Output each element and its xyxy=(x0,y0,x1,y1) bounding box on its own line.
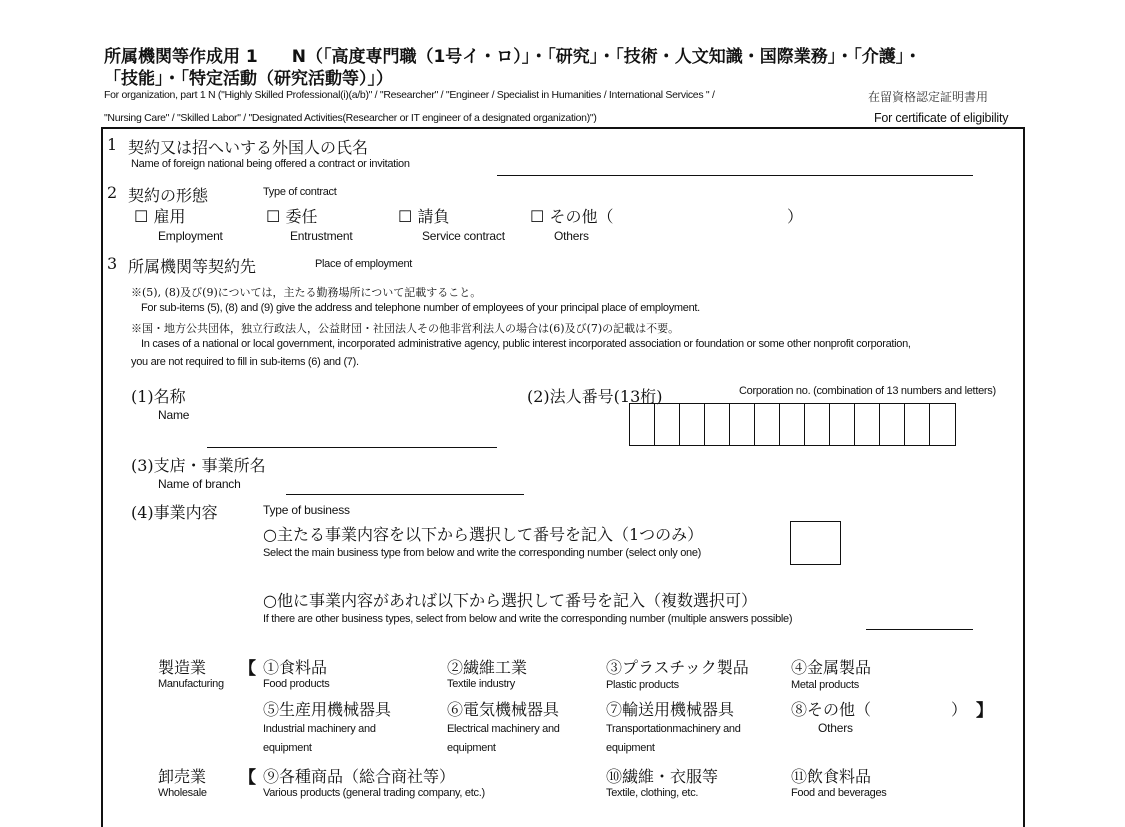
digit-cell[interactable] xyxy=(780,404,805,445)
note2-jp: ※国・地方公共団体，独立行政法人，公益財団・社団法人その他非営利法人の場合は(6)及び(7)の記載は不要。 xyxy=(131,322,680,335)
item4-label-jp: (4)事業内容 xyxy=(131,503,218,522)
section2-label-jp: 契約の形態 xyxy=(128,186,209,205)
item1-label-jp: (1)名称 xyxy=(131,387,186,406)
contract-employment-label: 雇用 xyxy=(153,207,186,226)
item2-label-en: Corporation no. (combination of 13 numbers and letters) xyxy=(739,385,996,397)
checkbox-icon[interactable]: ☐ xyxy=(266,207,281,226)
corporation-number-field[interactable] xyxy=(629,403,956,446)
business-item-1: ①食料品 xyxy=(263,658,328,677)
section1-label-jp: 契約又は招へいする外国人の氏名 xyxy=(128,138,369,157)
other-business-instruction-jp: ○他に事業内容があれば以下から選択して番号を記入（複数選択可） xyxy=(263,591,757,610)
digit-cell[interactable] xyxy=(855,404,880,445)
manufacturing-label-en: Manufacturing xyxy=(158,678,224,690)
digit-cell[interactable] xyxy=(905,404,930,445)
contract-others-close: ） xyxy=(787,207,804,226)
business-item-7-en: Transportationmachinery and xyxy=(606,723,741,735)
checkbox-icon[interactable]: ☐ xyxy=(530,207,545,226)
wholesale-label-en: Wholesale xyxy=(158,787,207,799)
section1-label-en: Name of foreign national being offered a contract or invitation xyxy=(131,158,410,170)
digit-cell[interactable] xyxy=(755,404,780,445)
manufacturing-bracket-close: 】 xyxy=(976,701,993,721)
organization-name-field[interactable] xyxy=(207,447,497,448)
other-business-instruction-en: If there are other business types, select from below and write the corresponding number (multiple answers possible) xyxy=(263,613,793,625)
business-item-3: ③プラスチック製品 xyxy=(606,658,749,677)
business-item-11: ⑪飲食料品 xyxy=(791,767,872,786)
item3-label-jp: (3)支店・事業所名 xyxy=(131,456,266,475)
digit-cell[interactable] xyxy=(630,404,655,445)
foreign-national-name-field[interactable] xyxy=(497,175,973,176)
branch-name-field[interactable] xyxy=(286,494,524,495)
digit-cell[interactable] xyxy=(805,404,830,445)
business-item-8-close: ） xyxy=(951,700,968,719)
main-business-number-field[interactable] xyxy=(790,521,841,565)
business-item-3-en: Plastic products xyxy=(606,679,679,691)
form-title-line1: 所属機関等作成用 1 N（「高度専門職（1号イ・ロ）」・「研究」・「技術・人文知識・国際業務」・「介護」・ xyxy=(104,47,922,67)
business-item-2-en: Textile industry xyxy=(447,678,515,690)
contract-entrustment-en: Entrustment xyxy=(290,229,353,243)
note2-en-1: In cases of a national or local government, incorporated administrative agency, public interest incorporated association or foundation or some other nonprofit corporation, xyxy=(141,338,911,350)
manufacturing-bracket-open: 【 xyxy=(239,659,256,679)
contract-service-label: 請負 xyxy=(417,207,450,226)
note2-en-2: you are not required to fill in sub-items (6) and (7). xyxy=(131,356,359,368)
item4-label-en: Type of business xyxy=(263,503,350,517)
section1-number: 1 xyxy=(107,135,118,154)
other-business-number-field[interactable] xyxy=(866,629,973,630)
digit-cell[interactable] xyxy=(730,404,755,445)
business-item-8-en: Others xyxy=(818,721,853,735)
checkbox-icon[interactable]: ☐ xyxy=(398,207,413,226)
contract-service-checkbox[interactable] xyxy=(398,204,449,227)
digit-cell[interactable] xyxy=(880,404,905,445)
form-title-line2: 「技能」・「特定活動（研究活動等）」） xyxy=(104,69,393,89)
purpose-jp: 在留資格認定証明書用 xyxy=(868,90,989,104)
business-item-8: ⑧その他（ xyxy=(791,700,872,719)
note1-en: For sub-items (5), (8) and (9) give the address and telephone number of employees of your principal place of employment. xyxy=(141,302,700,314)
section3-label-en: Place of employment xyxy=(315,258,413,270)
business-item-5-en2: equipment xyxy=(263,742,312,754)
business-item-4-en: Metal products xyxy=(791,679,859,691)
contract-employment-en: Employment xyxy=(158,229,223,243)
note1-jp: ※(5), (8)及び(9)については，主たる勤務場所について記載すること。 xyxy=(131,286,482,299)
digit-cell[interactable] xyxy=(655,404,680,445)
business-item-6-en2: equipment xyxy=(447,742,496,754)
business-item-7: ⑦輸送用機械器具 xyxy=(606,700,735,719)
manufacturing-label-jp: 製造業 xyxy=(158,658,207,677)
contract-service-en: Service contract xyxy=(422,229,505,243)
item2-label-jp: (2)法人番号(13桁) xyxy=(527,387,663,406)
business-item-4: ④金属製品 xyxy=(791,658,872,677)
checkbox-icon[interactable]: ☐ xyxy=(134,207,149,226)
business-item-9: ⑨各種商品（総合商社等） xyxy=(263,767,456,786)
item3-label-en: Name of branch xyxy=(158,477,241,491)
contract-entrustment-checkbox[interactable] xyxy=(266,204,317,227)
business-item-6: ⑥電気機械器具 xyxy=(447,700,560,719)
contract-others-label: その他（ xyxy=(549,207,614,226)
business-item-6-en: Electrical machinery and xyxy=(447,723,560,735)
wholesale-label-jp: 卸売業 xyxy=(158,767,207,786)
contract-employment-checkbox[interactable] xyxy=(134,204,185,227)
business-item-5: ⑤生産用機械器具 xyxy=(263,700,392,719)
section2-number: 2 xyxy=(107,183,118,202)
digit-cell[interactable] xyxy=(680,404,705,445)
wholesale-bracket-open: 【 xyxy=(239,768,256,788)
business-item-7-en2: equipment xyxy=(606,742,655,754)
section2-label-en: Type of contract xyxy=(263,186,337,198)
business-item-1-en: Food products xyxy=(263,678,330,690)
business-item-11-en: Food and beverages xyxy=(791,787,887,799)
form-title-en-line2: "Nursing Care" / "Skilled Labor" / "Designated Activities(Researcher or IT engineer of a designated organization)") xyxy=(104,112,597,124)
contract-entrustment-label: 委任 xyxy=(285,207,318,226)
section3-number: 3 xyxy=(107,254,118,273)
main-business-instruction-en: Select the main business type from below and write the corresponding number (select only one) xyxy=(263,547,702,559)
form-title-en-line1: For organization, part 1 N ("Highly Skilled Professional(i)(a/b)" / "Researcher" / "Engineer / Specialist in Humanities / International Services " / xyxy=(104,89,715,101)
purpose-en: For certificate of eligibility xyxy=(874,111,1009,125)
main-business-instruction-jp: ○主たる事業内容を以下から選択して番号を記入（1つのみ） xyxy=(263,525,704,544)
business-item-9-en: Various products (general trading company, etc.) xyxy=(263,787,485,799)
digit-cell[interactable] xyxy=(705,404,730,445)
digit-cell[interactable] xyxy=(830,404,855,445)
business-item-5-en: Industrial machinery and xyxy=(263,723,376,735)
item1-label-en: Name xyxy=(158,408,190,422)
business-item-10: ⑩繊維・衣服等 xyxy=(606,767,719,786)
business-item-2: ②繊維工業 xyxy=(447,658,528,677)
section3-label-jp: 所属機関等契約先 xyxy=(128,257,257,276)
contract-others-checkbox[interactable] xyxy=(530,204,613,227)
business-item-10-en: Textile, clothing, etc. xyxy=(606,787,699,799)
digit-cell[interactable] xyxy=(930,404,955,445)
contract-others-en: Others xyxy=(554,229,589,243)
